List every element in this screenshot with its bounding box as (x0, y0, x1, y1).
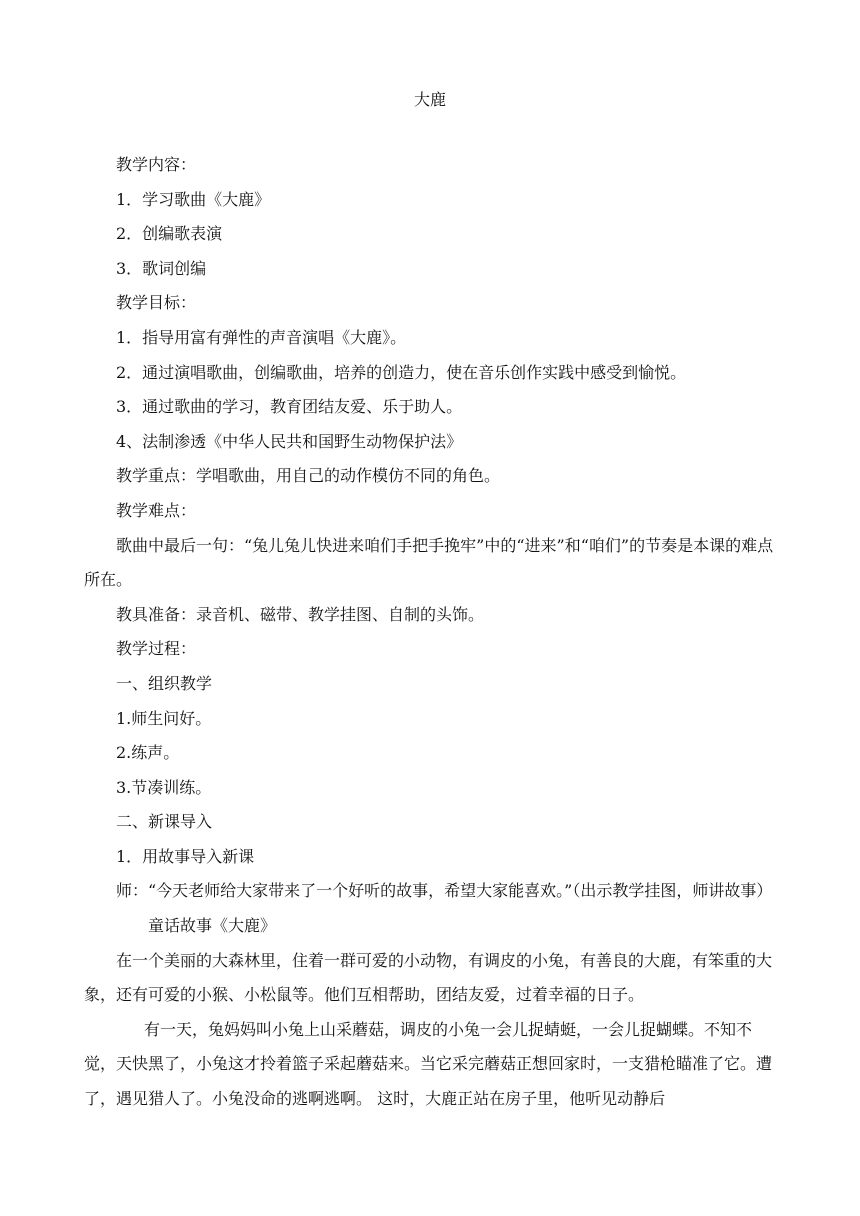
paragraph: 4、法制渗透《中华人民共和国野生动物保护法》 (116, 431, 463, 451)
paragraph: 3．歌词创编 (116, 258, 207, 278)
paragraph: 2．创编歌表演 (116, 224, 223, 244)
paragraph: 3.节凑训练。 (116, 777, 212, 797)
paragraph: 教学内容： (116, 155, 197, 174)
paragraph: 2．通过演唱歌曲，创编歌曲，培养的创造力，使在音乐创作实践中感受到愉悦。 (116, 362, 687, 382)
paragraph: 3．通过歌曲的学习，教育团结友爱、乐于助人。 (116, 397, 463, 417)
paragraph: 教学过程： (116, 639, 197, 659)
document-body (84, 148, 780, 1117)
document-title: 大鹿 (413, 90, 446, 109)
paragraph: 在一个美丽的大森林里，住着一群可爱的小动物，有调皮的小兔，有善良的大鹿，有笨重的大象，还有可爱的小猴、小松鼠等。他们互相帮助，团结友爱，过着幸福的日子。 (84, 950, 773, 1005)
paragraph: 教学重点：学唱歌曲，用自己的动作模仿不同的角色。 (116, 466, 501, 486)
paragraph: 1．学习歌曲《大鹿》 (116, 189, 271, 209)
paragraph: 1.师生问好。 (116, 708, 212, 728)
paragraph: 有一天，兔妈妈叫小兔上山采蘑菇，调皮的小兔一会儿捉蜻蜓，一会儿捉蝴蝶。不知不觉，天快黑了，小兔这才拎着篮子采起蘑菇来。当它采完蘑菇正想回家时，一支猎枪瞄准了它。遭了，遇见猎人了。小兔没命的逃啊逃啊。 这时，大鹿正站在房子里，他听见动静后 (84, 1019, 773, 1109)
paragraph: 1．指导用富有弹性的声音演唱《大鹿》。 (116, 327, 407, 347)
paragraph: 2.练声。 (116, 743, 180, 763)
story-title: 童话故事《大鹿》 (148, 916, 277, 936)
paragraph: 教学目标： (116, 293, 197, 313)
paragraph: 歌曲中最后一句：“兔儿兔儿快进来咱们手把手挽牢”中的“进来”和“咱们”的节奏是本课的难点所在。 (84, 535, 774, 590)
paragraph: 一、组织教学 (116, 673, 213, 693)
paragraph: 师：“今天老师给大家带来了一个好听的故事，希望大家能喜欢。”（出示教学挂图，师讲故事） (116, 881, 773, 901)
paragraph: 教学难点： (116, 500, 197, 520)
paragraph: 二、新课导入 (116, 812, 213, 832)
paragraph: 1．用故事导入新课 (116, 846, 255, 866)
paragraph: 教具准备：录音机、磁带、教学挂图、自制的头饰。 (116, 604, 485, 624)
